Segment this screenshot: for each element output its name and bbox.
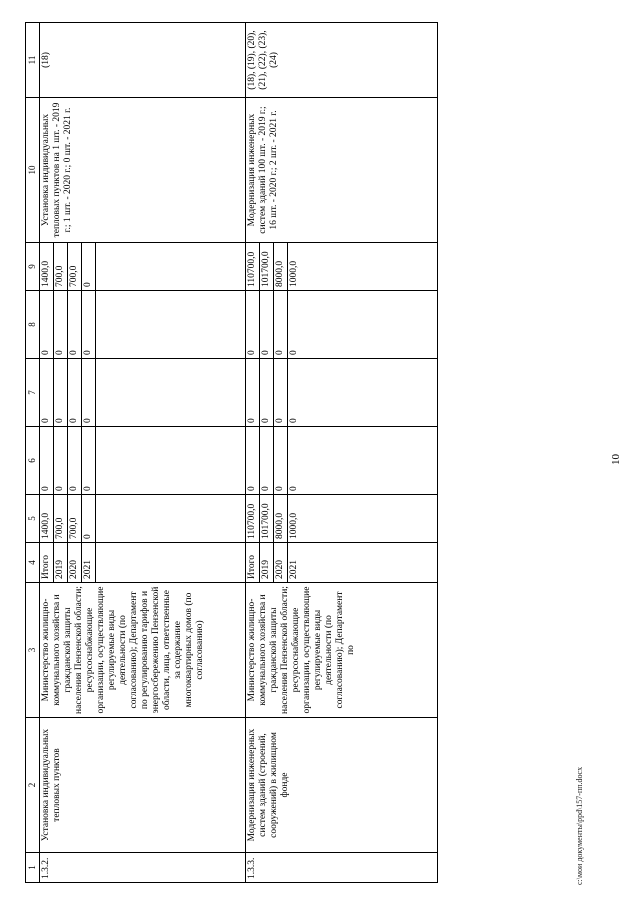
row-number: 1.3.2.: [40, 853, 246, 883]
empty-cell: [96, 495, 246, 543]
value-cell: 0: [54, 427, 68, 495]
total-cell: 0: [82, 495, 96, 543]
indicator-cell: (18): [40, 23, 246, 98]
value-cell: 0: [288, 427, 438, 495]
value-cell: 0: [260, 427, 274, 495]
value-cell: 0: [40, 427, 54, 495]
value-cell: 0: [68, 359, 82, 427]
value-cell: 0: [274, 291, 288, 359]
year-cell: Итого: [246, 543, 260, 583]
year-cell: Итого: [40, 543, 54, 583]
empty-cell: [96, 543, 246, 583]
col-header: 1: [26, 853, 40, 883]
value-cell: 1000,0: [288, 243, 438, 291]
header-row: [26, 23, 40, 883]
col-header: 6: [26, 427, 40, 495]
value-cell: 0: [288, 359, 438, 427]
value-cell: 0: [246, 291, 260, 359]
year-cell: 2020: [68, 543, 82, 583]
value-cell: 0: [246, 359, 260, 427]
result-cell: Модернизация инженерных систем зданий 100 шт. - 2019 г.; 16 шт. - 2020 г.; 2 шт. - 2021 г.: [246, 98, 438, 243]
col-header: 7: [26, 359, 40, 427]
col-header: 4: [26, 543, 40, 583]
year-cell: 2019: [54, 543, 68, 583]
value-cell: 0: [68, 291, 82, 359]
value-cell: 0: [82, 359, 96, 427]
value-cell: 101700,0: [260, 243, 274, 291]
value-cell: 0: [260, 359, 274, 427]
value-cell: 0: [82, 243, 96, 291]
executors: Министерство жилищно-коммунального хозяйства и гражданской защиты населения Пензенской области; ресурсоснабжающие организации, осуществляющие регулируемые виды деятельности (по согласованию); Департамент по: [246, 583, 438, 718]
program-table: [25, 22, 438, 883]
value-cell: 0: [246, 427, 260, 495]
empty-cell: [96, 243, 246, 291]
year-cell: 2021: [82, 543, 96, 583]
row-number: 1.3.3.: [246, 853, 438, 883]
indicator-cell: (18), (19), (20), (21), (22), (23), (24): [246, 23, 438, 98]
total-cell: 1000,0: [288, 495, 438, 543]
measure-name: Установка индивидуальных тепловых пунктов: [40, 718, 246, 853]
empty-cell: [96, 427, 246, 495]
result-cell: Установка индивидуальных тепловых пунктов на 1 шт. - 2019 г.; 1 шт. - 2020 г.; 0 шт. - 2021 г.: [40, 98, 246, 243]
year-cell: 2021: [288, 543, 438, 583]
value-cell: 1400,0: [40, 243, 54, 291]
empty-cell: [96, 291, 246, 359]
table-row: [40, 23, 54, 883]
value-cell: 0: [54, 359, 68, 427]
total-cell: 8000,0: [274, 495, 288, 543]
total-cell: 700,0: [54, 495, 68, 543]
value-cell: 0: [274, 359, 288, 427]
value-cell: 0: [40, 359, 54, 427]
value-cell: 0: [54, 291, 68, 359]
value-cell: 110700,0: [246, 243, 260, 291]
file-path-footer: c:\мои документы\ppd\157-пп.docx: [575, 766, 584, 885]
total-cell: 700,0: [68, 495, 82, 543]
value-cell: 0: [288, 291, 438, 359]
value-cell: 700,0: [54, 243, 68, 291]
year-cell: 2019: [260, 543, 274, 583]
total-cell: 101700,0: [260, 495, 274, 543]
col-header: 11: [26, 23, 40, 98]
executors: Министерство жилищно-коммунального хозяйства и гражданской защиты населения Пензенской области; ресурсоснабжающие организации, осуществляющие регулируемые виды деятельности (по согласованию); Департамент по регулированию тарифов и энергосбережению Пензенской области, лица, ответственные за содержание многоквартирных домов (по согласованию): [40, 583, 246, 718]
value-cell: 0: [260, 291, 274, 359]
page-number: 10: [610, 454, 622, 465]
value-cell: 0: [40, 291, 54, 359]
total-cell: 110700,0: [246, 495, 260, 543]
value-cell: 0: [82, 291, 96, 359]
col-header: 10: [26, 98, 40, 243]
value-cell: 0: [68, 427, 82, 495]
col-header: 8: [26, 291, 40, 359]
col-header: 5: [26, 495, 40, 543]
col-header: 3: [26, 583, 40, 718]
measure-name: Модернизация инженерных систем зданий (строений, сооружений) в жилищном фонде: [246, 718, 438, 853]
table-row: [246, 23, 260, 883]
col-header: 9: [26, 243, 40, 291]
value-cell: 0: [274, 427, 288, 495]
value-cell: 0: [82, 427, 96, 495]
total-cell: 1400,0: [40, 495, 54, 543]
value-cell: 8000,0: [274, 243, 288, 291]
value-cell: 700,0: [68, 243, 82, 291]
col-header: 2: [26, 718, 40, 853]
empty-cell: [96, 359, 246, 427]
year-cell: 2020: [274, 543, 288, 583]
